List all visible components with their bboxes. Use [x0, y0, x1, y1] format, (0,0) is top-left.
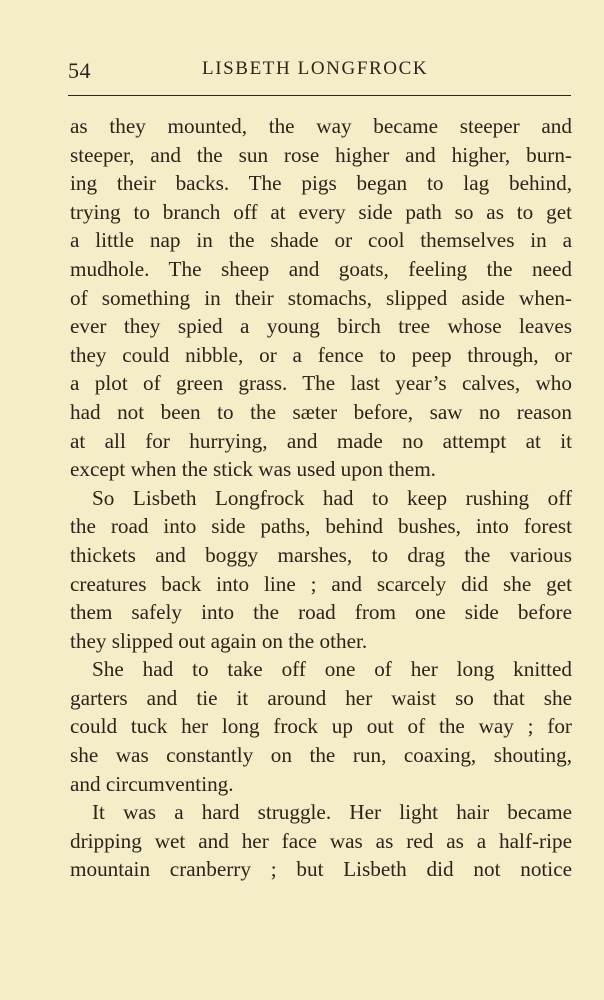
paragraph: [70, 112, 572, 484]
text-line: It was a hard struggle. Her light hair became: [92, 800, 572, 825]
text-line: steeper, and the sun rose higher and higher, burn-: [70, 142, 572, 167]
text-line: mudhole. The sheep and goats, feeling the need: [70, 256, 572, 281]
text-line: they slipped out again on the other.: [70, 628, 368, 653]
page-number: 54: [68, 58, 91, 83]
text-line: thickets and boggy marshes, to drag the various: [70, 542, 572, 567]
text-line: the road into side paths, behind bushes, into forest: [70, 514, 572, 539]
text-line: garters and tie it around her waist so that she: [70, 685, 572, 710]
text-line: except when the stick was used upon them.: [70, 457, 436, 482]
text-line: and circumventing.: [70, 771, 234, 796]
text-line: ever they spied a young birch tree whose leaves: [70, 314, 572, 339]
text-line: She had to take off one of her long knitted: [92, 657, 572, 682]
text-line: trying to branch off at every side path so as to get: [70, 199, 572, 224]
text-line: they could nibble, or a fence to peep through, or: [70, 342, 572, 367]
text-line: them safely into the road from one side before: [70, 600, 572, 625]
text-line: ing their backs. The pigs began to lag behind,: [70, 171, 572, 196]
page-header: [68, 52, 571, 88]
text-line: of something in their stomachs, slipped aside when-: [70, 285, 572, 310]
text-line: a little nap in the shade or cool themselves in a: [70, 228, 572, 253]
text-line: a plot of green grass. The last year’s calves, who: [70, 371, 572, 396]
text-line: as they mounted, the way became steeper and: [70, 114, 572, 138]
text-line: could tuck her long frock up out of the way ; for: [70, 714, 572, 739]
text-line: creatures back into line ; and scarcely did she get: [70, 571, 572, 596]
paragraph: [70, 798, 572, 884]
paragraph: [70, 655, 572, 798]
text-line: So Lisbeth Longfrock had to keep rushing off: [92, 485, 572, 510]
text-line: at all for hurrying, and made no attempt at it: [70, 428, 572, 453]
text-line: had not been to the sæter before, saw no reason: [70, 399, 572, 424]
body-text: [70, 112, 572, 884]
running-head: LISBETH LONGFROCK: [202, 58, 429, 79]
text-line: mountain cranberry ; but Lisbeth did not notice: [70, 857, 572, 882]
text-line: dripping wet and her face was as red as a half-ripe: [70, 828, 572, 853]
text-line: she was constantly on the run, coaxing, shouting,: [70, 743, 572, 768]
paragraph: [70, 484, 572, 656]
header-rule: [68, 95, 571, 96]
